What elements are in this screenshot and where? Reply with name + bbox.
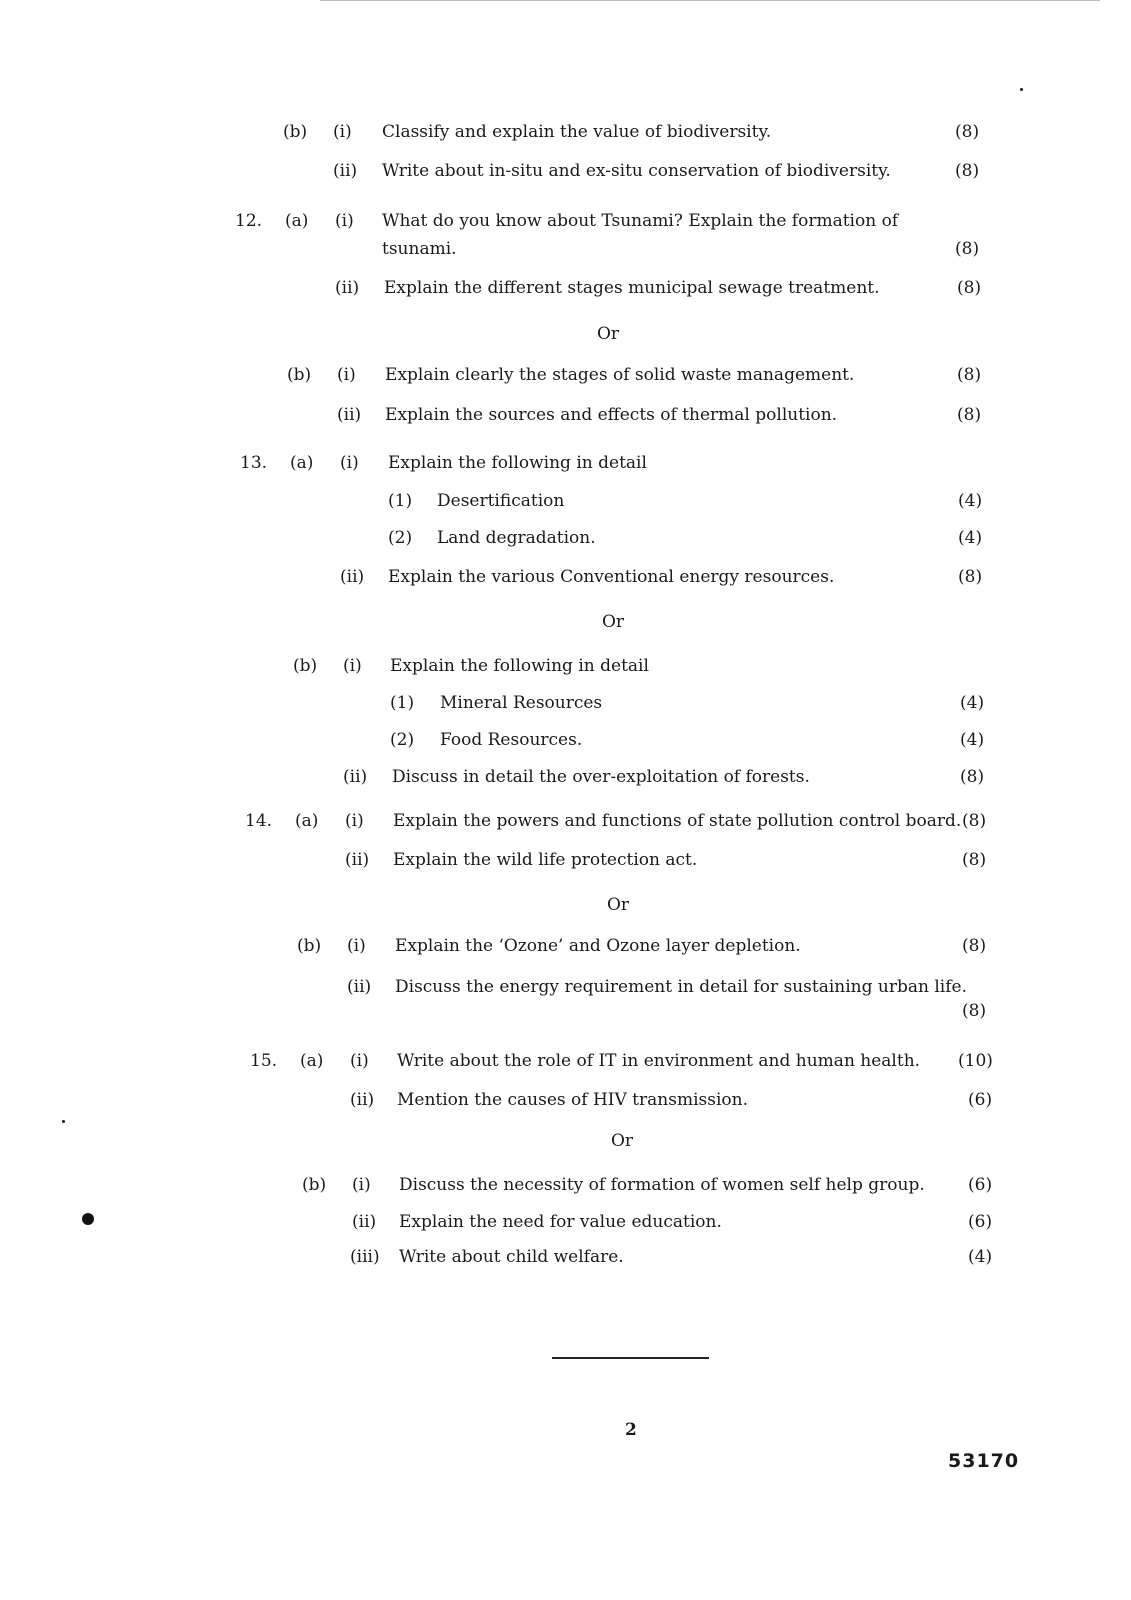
subpart-label: (ii) [337,405,362,425]
question-text: Discuss the necessity of formation of women self help group. [399,1175,925,1195]
marks: (6) [968,1175,993,1195]
subpart-label: (i) [337,365,356,385]
marks: (6) [968,1090,993,1110]
marks: (8) [958,567,983,587]
scan-speck [1020,88,1023,91]
question-number: 13. [240,453,268,473]
marks: (6) [968,1212,993,1232]
question-text: Food Resources. [440,730,583,750]
subpart-label: (ii) [350,1090,375,1110]
marks: (8) [960,767,985,787]
part-label: (a) [295,811,319,831]
subpart-label: (ii) [335,278,360,298]
question-text: tsunami. [382,239,457,259]
question-text: Discuss the energy requirement in detail for sustaining urban life. [395,977,967,997]
question-text: Explain the powers and functions of state pollution control board. [393,811,962,831]
marks: (8) [957,278,982,298]
marks: (8) [955,161,980,181]
subpart-label: (ii) [347,977,372,997]
question-text: Explain the different stages municipal sewage treatment. [384,278,880,298]
subpart-label: (ii) [345,850,370,870]
question-text: Mineral Resources [440,693,603,713]
question-text: Desertification [437,491,565,511]
subpart-label: (i) [340,453,359,473]
question-number: 12. [235,211,263,231]
marks: (8) [962,936,987,956]
subpart-label: (i) [333,122,352,142]
part-label: (a) [300,1051,324,1071]
subpart-label: (ii) [352,1212,377,1232]
question-text: Write about the role of IT in environment and human health. [397,1051,921,1071]
part-label: (b) [293,656,318,676]
subpart-label: (ii) [333,161,358,181]
question-text: Explain clearly the stages of solid waste management. [385,365,855,385]
marks: (8) [962,1001,987,1021]
part-label: (a) [285,211,309,231]
marks: (8) [962,850,987,870]
question-text: Land degradation. [437,528,596,548]
subpart-label: (i) [352,1175,371,1195]
question-text: Explain the ‘Ozone’ and Ozone layer depletion. [395,936,801,956]
subpart-label: (1) [388,491,413,511]
marks: (8) [962,811,987,831]
subpart-label: (iii) [350,1247,380,1267]
part-label: (a) [290,453,314,473]
question-text: Explain the need for value education. [399,1212,722,1232]
or-separator: Or [602,612,625,632]
question-text: Explain the following in detail [390,656,649,676]
subpart-label: (2) [388,528,413,548]
marks: (8) [955,122,980,142]
marks: (4) [960,730,985,750]
subpart-label: (i) [347,936,366,956]
part-label: (b) [287,365,312,385]
or-separator: Or [597,324,620,344]
question-text: What do you know about Tsunami? Explain the formation of [382,211,899,231]
page-number: 2 [625,1420,637,1440]
marks: (4) [968,1247,993,1267]
subpart-label: (ii) [343,767,368,787]
part-label: (b) [297,936,322,956]
question-text: Explain the various Conventional energy resources. [388,567,835,587]
scan-speck [62,1120,65,1123]
scan-top-edge [320,0,1100,1]
subpart-label: (i) [335,211,354,231]
question-text: Explain the wild life protection act. [393,850,698,870]
subpart-label: (i) [343,656,362,676]
or-separator: Or [607,895,630,915]
or-separator: Or [611,1131,634,1151]
question-number: 15. [250,1051,278,1071]
question-text: Explain the following in detail [388,453,647,473]
subpart-label: (2) [390,730,415,750]
paper-code: 53170 [948,1450,1020,1472]
subpart-label: (i) [350,1051,369,1071]
subpart-label: (ii) [340,567,365,587]
marks: (4) [958,528,983,548]
question-text: Write about child welfare. [399,1247,624,1267]
marks: (4) [958,491,983,511]
subpart-label: (1) [390,693,415,713]
marks: (8) [957,405,982,425]
question-text: Mention the causes of HIV transmission. [397,1090,748,1110]
marks: (10) [958,1051,993,1071]
marks: (4) [960,693,985,713]
marks: (8) [957,365,982,385]
question-text: Discuss in detail the over-exploitation of forests. [392,767,810,787]
end-rule [552,1357,709,1359]
subpart-label: (i) [345,811,364,831]
question-text: Explain the sources and effects of thermal pollution. [385,405,838,425]
part-label: (b) [283,122,308,142]
marks: (8) [955,239,980,259]
question-text: Write about in-situ and ex-situ conservation of biodiversity. [382,161,891,181]
question-text: Classify and explain the value of biodiversity. [382,122,772,142]
part-label: (b) [302,1175,327,1195]
question-number: 14. [245,811,273,831]
scan-speck [82,1213,94,1225]
